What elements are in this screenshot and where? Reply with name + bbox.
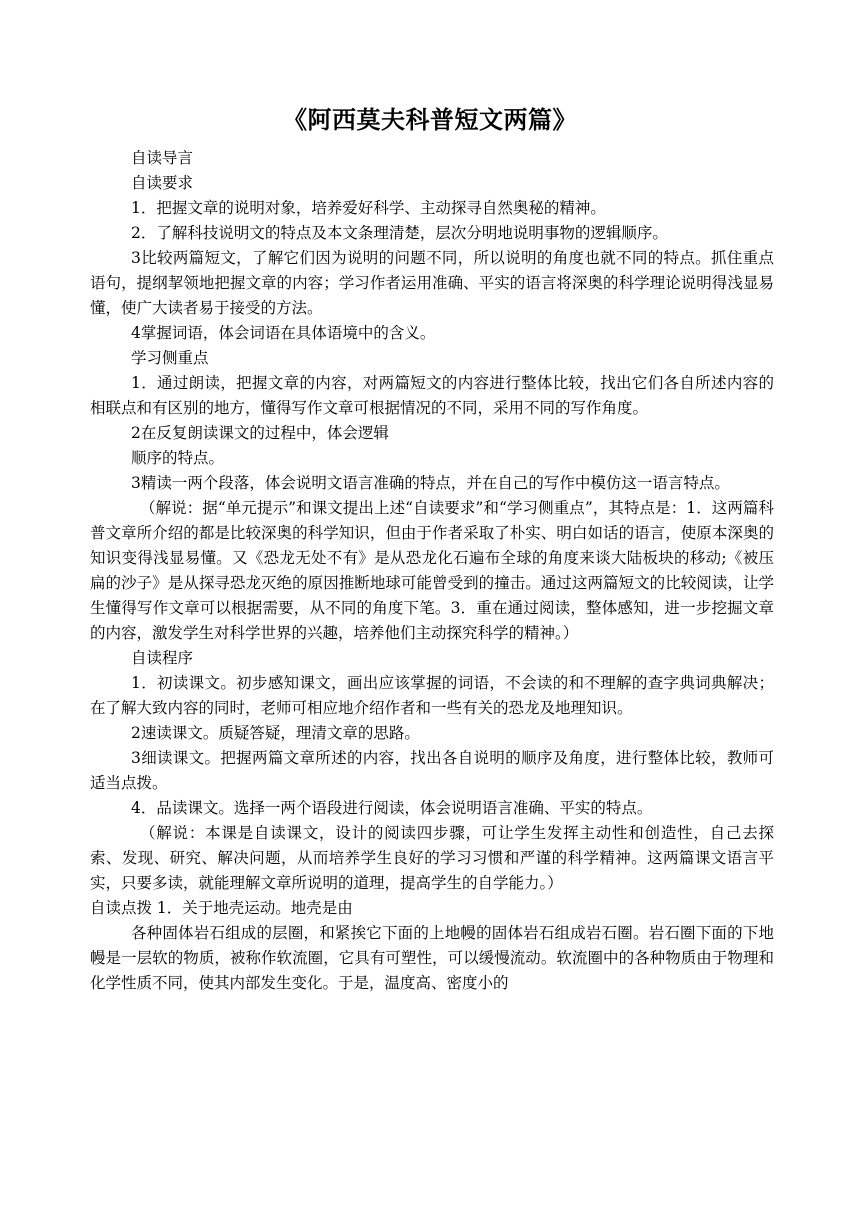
paragraph: 自读程序 — [131, 649, 194, 667]
paragraph: 4．品读课文。选择一两个语段进行阅读，体会说明语言准确、平实的特点。 — [131, 799, 653, 817]
paragraph: 自读要求 — [131, 174, 194, 192]
paragraph: 2．了解科技说明文的特点及本文条理清楚，层次分明地说明事物的逻辑顺序。 — [131, 224, 668, 242]
document-title: 《阿西莫夫科普短文两篇》 — [283, 105, 577, 134]
paragraph: 4掌握词语，体会词语在具体语境中的含义。 — [131, 324, 436, 342]
paragraph: 3细读课文。把握两篇文章所述的内容，找出各自说明的顺序及角度，进行整体比较，教师可适当点拨。 — [90, 749, 774, 792]
paragraph: 顺序的特点。 — [131, 449, 225, 467]
paragraph: 2速读课文。质疑答疑，理清文章的思路。 — [131, 724, 420, 742]
paragraph: 3精读一两个段落，体会说明文语言准确的特点，并在自己的写作中模仿这一语言特点。 — [131, 474, 730, 492]
paragraph: 1．初读课文。初步感知课文，画出应该掌握的词语，不会读的和不理解的查字典词典解决；在了解大致内容的同时，老师可相应地介绍作者和一些有关的恐龙及地理知识。 — [90, 674, 774, 717]
document-body — [90, 146, 774, 996]
paragraph: 1．把握文章的说明对象，培养爱好科学、主动探寻自然奥秘的精神。 — [131, 199, 606, 217]
paragraph: 各种固体岩石组成的层圈，和紧挨它下面的上地幔的固体岩石组成岩石圈。岩石圈下面的下地幔是一层软的物质，被称作软流圈，它具有可塑性，可以缓慢流动。软流圈中的各种物质由于物理和化学性质不同，使其内部发生变化。于是，温度高、密度小的 — [90, 924, 774, 992]
paragraph: （解说：据“单元提示”和课文提出上述“自读要求”和“学习侧重点”，其特点是：1．这两篇科普文章所介绍的都是比较深奥的科学知识，但由于作者采取了朴实、明白如话的语言，使原本深奥的知识变得浅显易懂。又《恐龙无处不有》是从恐龙化石遍布全球的角度来谈大陆板块的移动;《被压扁的沙子》是从探寻恐龙灭绝的原因推断地球可能曾受到的撞击。通过这两篇短文的比较阅读，让学生懂得写作文章可以根据需要，从不同的角度下笔。3．重在通过阅读，整体感知，进一步挖掘文章的内容，激发学生对科学世界的兴趣，培养他们主动探究科学的精神。） — [90, 499, 774, 642]
paragraph: 学习侧重点 — [131, 349, 209, 367]
paragraph: 3比较两篇短文，了解它们因为说明的问题不同，所以说明的角度也就不同的特点。抓住重点语句，提纲挈领地把握文章的内容；学习作者运用准确、平实的语言将深奥的科学理论说明得浅显易懂，使广大读者易于接受的方法。 — [90, 249, 774, 317]
paragraph: 1．通过朗读，把握文章的内容，对两篇短文的内容进行整体比较，找出它们各自所述内容的相联点和有区别的地方，懂得写作文章可根据情况的不同，采用不同的写作角度。 — [90, 374, 774, 417]
paragraph: 2在反复朗读课文的过程中，体会逻辑 — [131, 424, 389, 442]
paragraph: 自读点拨 1．关于地壳运动。地壳是由 — [90, 899, 353, 917]
paragraph: 自读导言 — [131, 149, 194, 167]
paragraph: （解说：本课是自读课文，设计的阅读四步骤，可让学生发挥主动性和创造性，自己去探索、发现、研究、解决问题，从而培养学生良好的学习习惯和严谨的科学精神。这两篇课文语言平实，只要多读，就能理解文章所说明的道理，提高学生的自学能力。） — [90, 824, 774, 892]
